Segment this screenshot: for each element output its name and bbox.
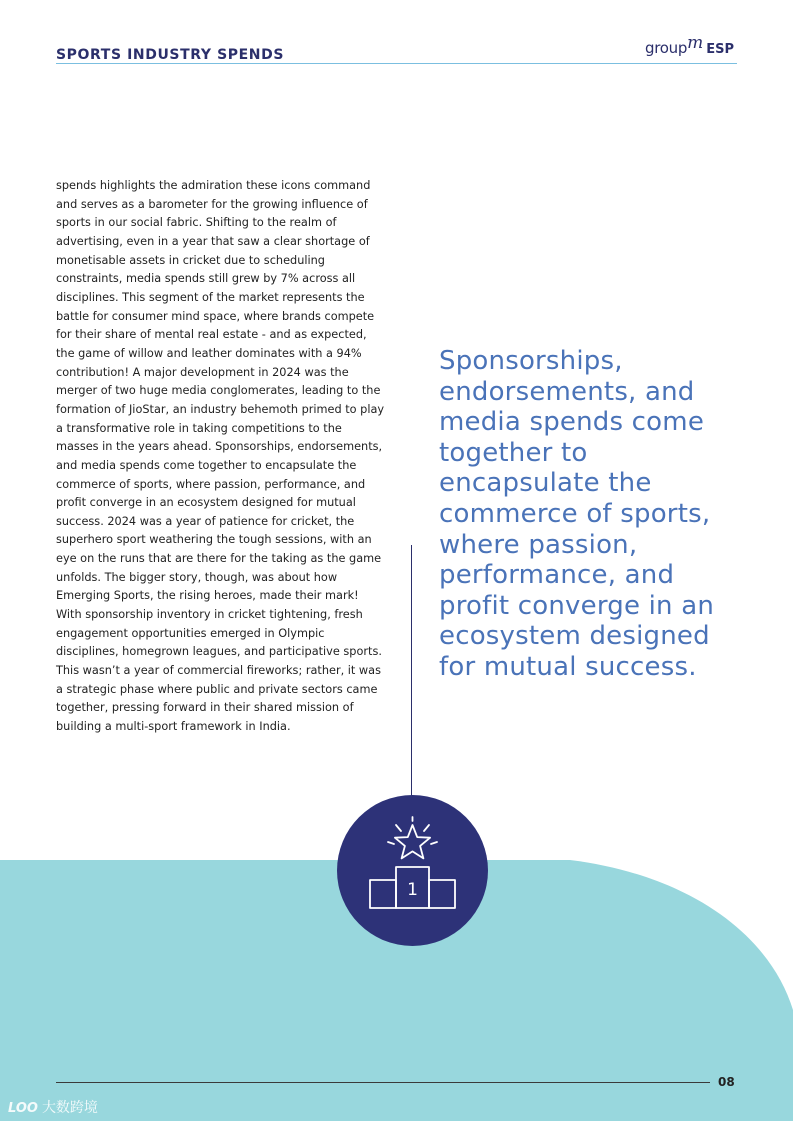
footer-divider [56, 1082, 710, 1083]
watermark [8, 1097, 98, 1117]
podium-star-icon [337, 795, 488, 946]
watermark-text: 大数跨境 [41, 1100, 98, 1116]
page-number: 08 [718, 1075, 735, 1089]
logo-m-text: m [687, 33, 704, 53]
section-title: SPORTS INDUSTRY SPENDS [56, 47, 285, 63]
watermark-logo: LOO [8, 1101, 38, 1116]
pull-quote: Sponsorships, endorsements, and media spends come together to encapsulate the commerce of sports, where passion, performance, and profit converge in an ecosystem designed for mutual success. [439, 346, 715, 682]
groupm-esp-logo [645, 33, 734, 58]
logo-esp-text: ESP [706, 42, 734, 57]
logo-group-text: group [645, 39, 688, 57]
body-paragraph: spends highlights the admiration these icons command and serves as a barometer for the growing influence of sports in our social fabric. Shifting to the realm of advertising, even in a year that saw a clear shortage of monetisable assets in cricket due to scheduling constraints, media spends still grew by 7% across all disciplines. This segment of the market represents the battle for consumer mind space, where brands compete for their share of mental real estate - and as expected, the game of willow and leather dominates with a 94% contribution! A major development in 2024 was the merger of two huge media conglomerates, leading to the formation of JioStar, an industry behemoth primed to play a transformative role in taking competitions to the masses in the years ahead. Sponsorships, endorsements, and media spends come together to encapsulate the commerce of sports, where passion, performance, and profit converge in an ecosystem designed for mutual success. 2024 was a year of patience for cricket, the superhero sport weathering the tough sessions, with an eye on the runs that are there for the taking as the game unfolds. The bigger story, though, was about how Emerging Sports, the rising heroes, made their mark! With sponsorship inventory in cricket tightening, fresh engagement opportunities emerged in Olympic disciplines, homegrown leagues, and participative sports. This wasn’t a year of commercial fireworks; rather, it was a strategic phase where public and private sectors came together, pressing forward in their shared mission of building a multi-sport framework in India. [56, 179, 385, 734]
header-divider [56, 63, 737, 64]
podium-number: 1 [407, 880, 418, 900]
connector-line [411, 545, 412, 797]
